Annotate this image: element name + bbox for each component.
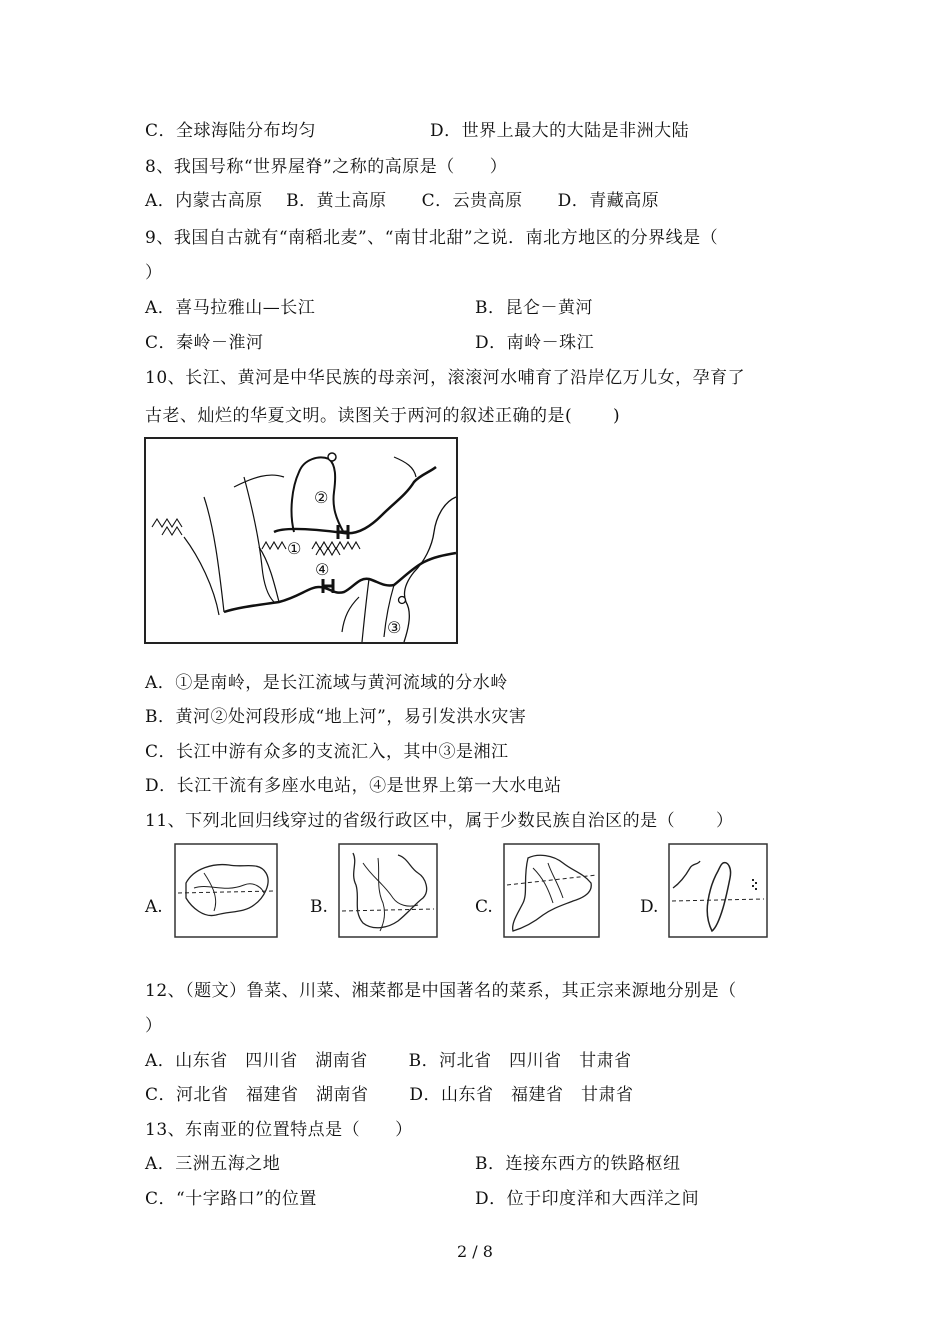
- q11-map-d: [668, 843, 768, 938]
- q13-option-b: B．连接东西方的铁路枢纽: [475, 1154, 681, 1174]
- q12-options-cd: C．河北省 福建省 湖南省 D．山东省 福建省 甘肃省: [145, 1085, 634, 1105]
- q10-option-a: A．①是南岭，是长江流域与黄河流域的分水岭: [145, 673, 508, 693]
- map-label-4: ④: [315, 560, 330, 579]
- q11-option-d-label: D.: [640, 897, 659, 917]
- q12-stem-cont: ）: [145, 1016, 163, 1036]
- q13-stem: 13、东南亚的位置特点是（ ）: [145, 1120, 413, 1140]
- q11-option-a-label: A.: [145, 897, 163, 917]
- q11-option-b-label: B.: [310, 897, 328, 917]
- rivers-map-figure: [144, 437, 458, 644]
- map-label-3: ③: [387, 618, 402, 637]
- q9-stem-cont: ）: [145, 263, 163, 283]
- q7-option-d: D．世界上最大的大陆是非洲大陆: [430, 121, 690, 141]
- q8-options: A．内蒙古高原 B．黄土高原 C．云贵高原 D．青藏高原: [145, 191, 660, 211]
- q10-stem-cont: 古老、灿烂的华夏文明。读图关于两河的叙述正确的是( ): [145, 406, 621, 426]
- q7-option-c: C．全球海陆分布均匀: [145, 121, 317, 141]
- q13-option-a: A．三洲五海之地: [145, 1154, 281, 1174]
- q9-option-d: D．南岭－珠江: [475, 333, 595, 353]
- page-number: 2 / 8: [457, 1242, 493, 1261]
- q9-stem: 9、我国自古就有“南稻北麦”、“南甘北甜”之说．南北方地区的分界线是（: [145, 228, 719, 248]
- q10-stem: 10、长江、黄河是中华民族的母亲河，滚滚河水哺育了沿岸亿万儿女，孕育了: [145, 368, 746, 388]
- q11-stem: 11、下列北回归线穿过的省级行政区中，属于少数民族自治区的是（ ）: [145, 811, 734, 831]
- map-label-1: ①: [287, 539, 302, 558]
- q13-option-d: D．位于印度洋和大西洋之间: [475, 1189, 700, 1209]
- q11-map-b: [338, 843, 438, 938]
- q11-option-c-label: C.: [475, 897, 493, 917]
- q8-stem: 8、我国号称“世界屋脊”之称的高原是（ ）: [145, 157, 508, 177]
- q10-option-c: C．长江中游有众多的支流汇入，其中③是湘江: [145, 742, 509, 762]
- q9-option-c: C．秦岭－淮河: [145, 333, 264, 353]
- q10-option-d: D．长江干流有多座水电站，④是世界上第一大水电站: [145, 776, 562, 796]
- q13-option-c: C．“十字路口”的位置: [145, 1189, 317, 1209]
- q12-stem: 12、（题文）鲁菜、川菜、湘菜都是中国著名的菜系，其正宗来源地分别是（: [145, 981, 737, 1001]
- q9-option-a: A．喜马拉雅山—长江: [145, 298, 316, 318]
- q12-options-ab: A．山东省 四川省 湖南省 B．河北省 四川省 甘肃省: [145, 1051, 632, 1071]
- map-label-2: ②: [314, 488, 329, 507]
- q11-map-a: [174, 843, 278, 938]
- q11-map-c: [503, 843, 600, 938]
- q10-option-b: B．黄河②处河段形成“地上河”，易引发洪水灾害: [145, 707, 527, 727]
- q9-option-b: B．昆仑－黄河: [475, 298, 593, 318]
